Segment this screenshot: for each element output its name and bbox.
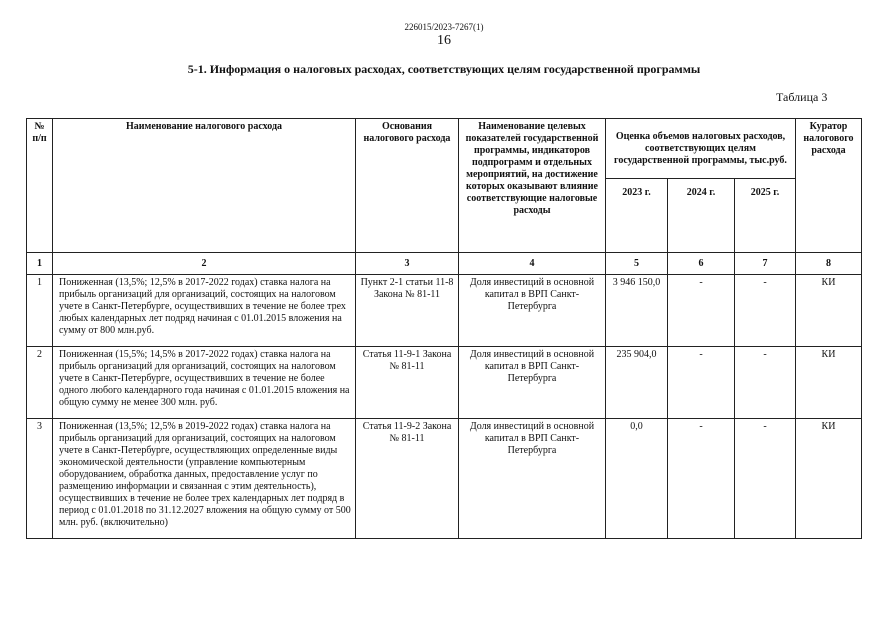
- header-basis: Основания налогового расхода: [356, 119, 459, 253]
- table-row: [27, 275, 862, 347]
- estimate-2023: 235 904,0: [606, 347, 668, 419]
- table-label: Таблица 3: [776, 90, 828, 104]
- estimate-2024: -: [668, 419, 735, 539]
- row-number: 1: [27, 275, 53, 347]
- target-indicator: Доля инвестиций в основной капитал в ВРП Санкт-Петербурга: [459, 275, 606, 347]
- header-no: № п/п: [27, 119, 53, 253]
- col-number: 8: [796, 253, 862, 275]
- estimate-2025: -: [735, 347, 796, 419]
- estimate-2024: -: [668, 347, 735, 419]
- col-number: 7: [735, 253, 796, 275]
- curator: КИ: [796, 419, 862, 539]
- tax-basis: Статья 11-9-2 Закона № 81-11: [356, 419, 459, 539]
- document-number: 226015/2023-7267(1): [404, 22, 484, 32]
- header-curator: Куратор налогового расхода: [796, 119, 862, 253]
- estimate-2024: -: [668, 275, 735, 347]
- estimate-2025: -: [735, 275, 796, 347]
- col-number: 5: [606, 253, 668, 275]
- tax-basis: Пункт 2-1 статьи 11-8 Закона № 81-11: [356, 275, 459, 347]
- target-indicator: Доля инвестиций в основной капитал в ВРП Санкт-Петербурга: [459, 419, 606, 539]
- table-row: [27, 347, 862, 419]
- estimate-2025: -: [735, 419, 796, 539]
- col-number: 1: [27, 253, 53, 275]
- page-number: 16: [437, 33, 451, 48]
- curator: КИ: [796, 275, 862, 347]
- curator: КИ: [796, 347, 862, 419]
- tax-basis: Статья 11-9-1 Закона № 81-11: [356, 347, 459, 419]
- col-number: 4: [459, 253, 606, 275]
- tax-expenditure-name: Пониженная (13,5%; 12,5% в 2017-2022 годах) ставка налога на прибыль организаций для организаций, состоящих на налоговом учете в Санкт-Петербурге, осуществивших в течение не более трех любых календарных лет подряд начиная с 01.01.2015 вложения на сумму от 800 млн.руб.: [53, 275, 356, 347]
- estimate-2023: 3 946 150,0: [606, 275, 668, 347]
- table-row: [27, 419, 862, 539]
- header-indicators: Наименование целевых показателей государственной программы, индикаторов подпрограмм и отдельных мероприятий, на достижение которых оказывают влияние соответствующие налоговые расходы: [459, 119, 606, 253]
- estimate-2023: 0,0: [606, 419, 668, 539]
- header-year-2023: 2023 г.: [606, 179, 668, 253]
- col-number: 6: [668, 253, 735, 275]
- header-estimate: Оценка объемов налоговых расходов, соответствующих целям государственной программы, тыс.руб.: [606, 119, 796, 179]
- tax-expenditure-name: Пониженная (15,5%; 14,5% в 2017-2022 годах) ставка налога на прибыль организаций для организаций, состоящих на налоговом учете в Санкт-Петербурге, осуществивших в течение не более одного любого календарного года начиная с 01.01.2015 вложения на общую сумму не менее 300 млн. руб.: [53, 347, 356, 419]
- row-number: 2: [27, 347, 53, 419]
- row-number: 3: [27, 419, 53, 539]
- header-year-2025: 2025 г.: [735, 179, 796, 253]
- tax-expenditure-name: Пониженная (13,5%; 12,5% в 2019-2022 годах) ставка налога на прибыль организаций для организаций, состоящих на налоговом учете в Санкт-Петербурге, осуществляющих определенные виды экономической деятельности (управление компьютерным оборудованием, обработка данных, предоставление услуг по размещению информации и связанная с этим деятельность), осуществивших в течение не более трех календарных лет подряд в период с 01.01.2018 по 31.12.2027 вложения на общую сумму от 500 млн. руб. (включительно): [53, 419, 356, 539]
- col-number: 2: [53, 253, 356, 275]
- header-year-2024: 2024 г.: [668, 179, 735, 253]
- target-indicator: Доля инвестиций в основной капитал в ВРП Санкт-Петербурга: [459, 347, 606, 419]
- header-name: Наименование налогового расхода: [53, 119, 356, 253]
- column-number-row: [27, 253, 862, 275]
- page-title: 5-1. Информация о налоговых расходах, соответствующих целям государственной программы: [187, 62, 701, 76]
- tax-expenditure-table: [26, 118, 862, 539]
- col-number: 3: [356, 253, 459, 275]
